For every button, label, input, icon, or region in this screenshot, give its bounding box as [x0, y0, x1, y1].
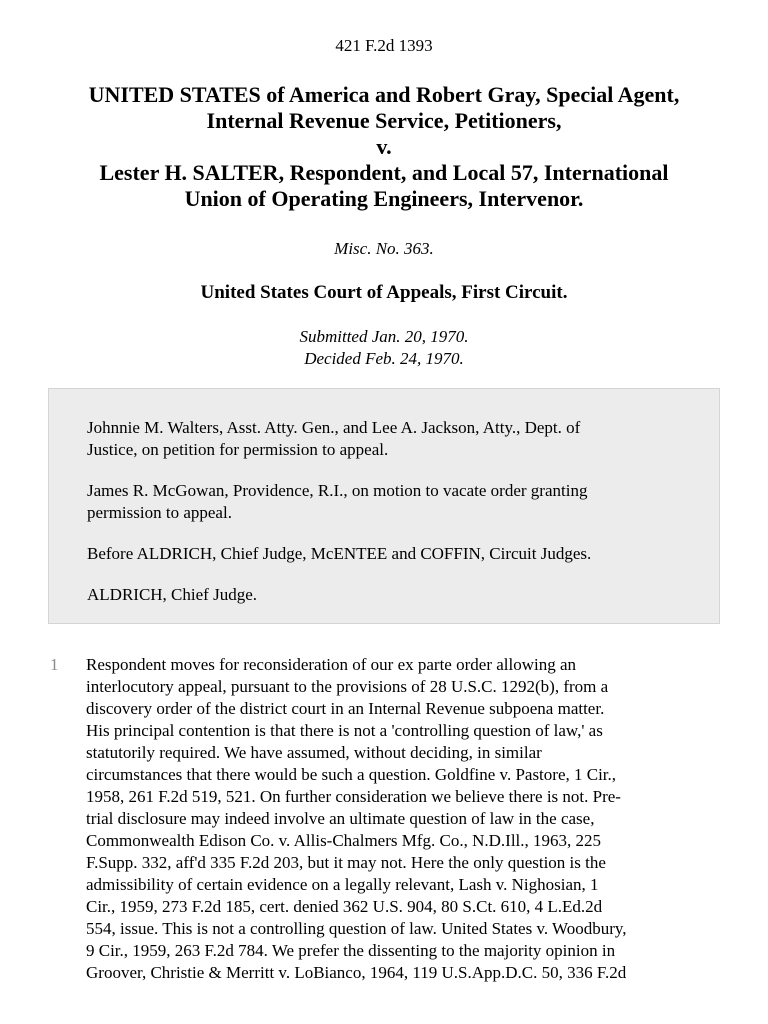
submitted-date: Submitted Jan. 20, 1970.	[299, 327, 469, 346]
opinion-line: His principal contention is that there is not a 'controlling question of law,' as	[86, 721, 603, 740]
opinion-line: statutorily required. We have assumed, without deciding, in similar	[86, 743, 542, 762]
opinion-line: 9 Cir., 1959, 263 F.2d 784. We prefer the dissenting to the majority opinion in	[86, 941, 616, 960]
caption-line: Internal Revenue Service, Petitioners,	[206, 108, 562, 133]
opinion-line: 554, issue. This is not a controlling question of law. United States v. Woodbury,	[86, 919, 627, 938]
caption-line: Union of Operating Engineers, Intervenor.	[184, 186, 584, 211]
opinion-line: discovery order of the district court in an Internal Revenue subpoena matter.	[86, 699, 605, 718]
counsel-line: permission to appeal.	[87, 503, 232, 522]
opinion-author: ALDRICH, Chief Judge.	[87, 585, 257, 604]
opinion-line: 1958, 261 F.2d 519, 521. On further consideration we believe there is not. Pre-	[86, 787, 621, 806]
opinion-line: admissibility of certain evidence on a legally relevant, Lash v. Nighosian, 1	[86, 875, 599, 894]
opinion-line: Groover, Christie & Merritt v. LoBianco, 1964, 119 U.S.App.D.C. 50, 336 F.2d	[86, 963, 627, 982]
decided-date: Decided Feb. 24, 1970.	[304, 349, 464, 368]
counsel-panel	[48, 388, 720, 624]
case-caption	[30, 82, 738, 212]
case-citation: 421 F.2d 1393	[335, 36, 433, 55]
counsel-line: James R. McGowan, Providence, R.I., on motion to vacate order granting	[87, 481, 588, 500]
opinion-line: circumstances that there would be such a question. Goldfine v. Pastore, 1 Cir.,	[86, 765, 617, 784]
caption-line: UNITED STATES of America and Robert Gray, Special Agent,	[88, 82, 680, 107]
caption-versus: v.	[376, 134, 392, 159]
case-dates	[0, 326, 768, 370]
opinion-line: Cir., 1959, 273 F.2d 185, cert. denied 362 U.S. 904, 80 S.Ct. 610, 4 L.Ed.2d	[86, 897, 603, 916]
opinion-line: trial disclosure may indeed involve an ultimate question of law in the case,	[86, 809, 595, 828]
court-name: United States Court of Appeals, First Circuit.	[200, 282, 568, 303]
opinion-line: F.Supp. 332, aff'd 335 F.2d 203, but it may not. Here the only question is the	[86, 853, 606, 872]
docket-number: Misc. No. 363.	[334, 239, 434, 258]
counsel-petitioner	[87, 417, 687, 461]
opinion-paragraph	[86, 654, 726, 984]
counsel-respondent	[87, 480, 687, 524]
bench-panel: Before ALDRICH, Chief Judge, McENTEE and COFFIN, Circuit Judges.	[87, 544, 592, 563]
caption-line: Lester H. SALTER, Respondent, and Local 57, International	[99, 160, 669, 185]
opinion-line: Commonwealth Edison Co. v. Allis-Chalmers Mfg. Co., N.D.Ill., 1963, 225	[86, 831, 602, 850]
opinion-line: interlocutory appeal, pursuant to the provisions of 28 U.S.C. 1292(b), from a	[86, 677, 609, 696]
paragraph-number[interactable]: 1	[50, 655, 59, 674]
opinion-line: Respondent moves for reconsideration of our ex parte order allowing an	[86, 655, 577, 674]
counsel-line: Justice, on petition for permission to appeal.	[87, 440, 389, 459]
counsel-line: Johnnie M. Walters, Asst. Atty. Gen., and Lee A. Jackson, Atty., Dept. of	[87, 418, 581, 437]
